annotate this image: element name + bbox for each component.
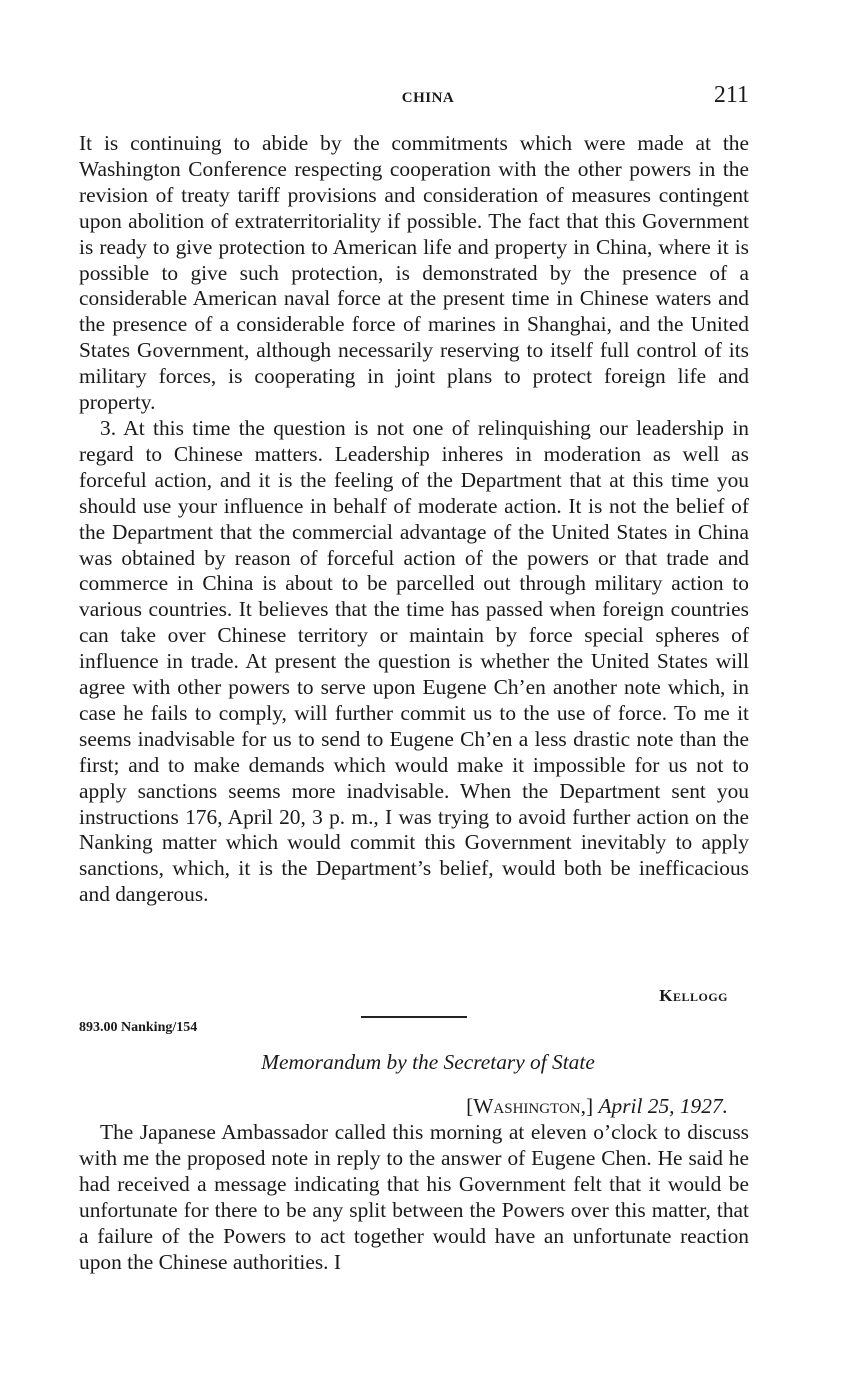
memorandum-title: Memorandum by the Secretary of State	[261, 1050, 595, 1074]
memorandum-body	[79, 1120, 749, 1275]
letter-body	[79, 131, 749, 908]
paragraph-commitments: It is continuing to abide by the commitments which were made at the Washington Conference respecting cooperation with the other powers in the revision of treaty tariff provisions and consideration of measures contingent upon abolition of extraterritoriality if possible. The fact that this Government is ready to give protection to American life and property in China, where it is possible to give such protection, is demonstrated by the presence of a considerable American naval force at the present time in Chinese waters and the presence of a considerable force of marines in Shanghai, and the United States Government, although necessarily reserving to itself full control of its military forces, is cooperating in joint plans to protect foreign life and property.	[79, 131, 749, 415]
paragraph-leadership: 3. At this time the question is not one of relinquishing our leadership in regard to Chinese matters. Leadership inheres in moderation as well as forceful action, and it is the feeling of the Department that at this time you should use your influence in behalf of moderate action. It is not the belief of the Department that the commercial advantage of the United States in China was obtained by reason of forceful action of the powers or that trade and commerce in China is about to be parcelled out through military action to various countries. It believes that the time has passed when foreign countries can take over Chinese territory or maintain by force special spheres of influence in trade. At present the question is whether the United States will agree with other powers to serve upon Eugene Ch’en another note which, in case he fails to comply, will further commit us to the use of force. To me it seems inadvisable for us to send to Eugene Ch’en a less drastic note than the first; and to make demands which would make it impossible for us not to apply sanctions seems more inadvisable. When the Department sent you instructions 176, April 20, 3 p. m., I was trying to avoid further action on the Nanking matter which would commit this Government inevitably to apply sanctions, which, it is the Department’s belief, would both be inefficacious and dangerous.	[79, 415, 749, 907]
running-header-title: CHINA	[401, 90, 455, 106]
section-divider	[361, 1016, 467, 1018]
memorandum-dateline	[466, 1094, 728, 1119]
signature-kellogg: Kellogg	[659, 986, 728, 1005]
paragraph-japanese-ambassador: The Japanese Ambassador called this morning at eleven o’clock to discuss with me the proposed note in reply to the answer of Eugene Chen. He said he had received a message indicating that his Government felt that it would be unfortunate for there to be any split between the Powers over this matter, that a failure of the Powers to act together would have an unfortunate reaction upon the Chinese authorities. I	[79, 1120, 749, 1274]
file-reference: 893.00 Nanking/154	[79, 1020, 198, 1035]
page-number: 211	[713, 82, 749, 108]
dateline-date: April 25, 1927.	[598, 1094, 728, 1118]
dateline-place: [Washington,]	[466, 1094, 594, 1118]
